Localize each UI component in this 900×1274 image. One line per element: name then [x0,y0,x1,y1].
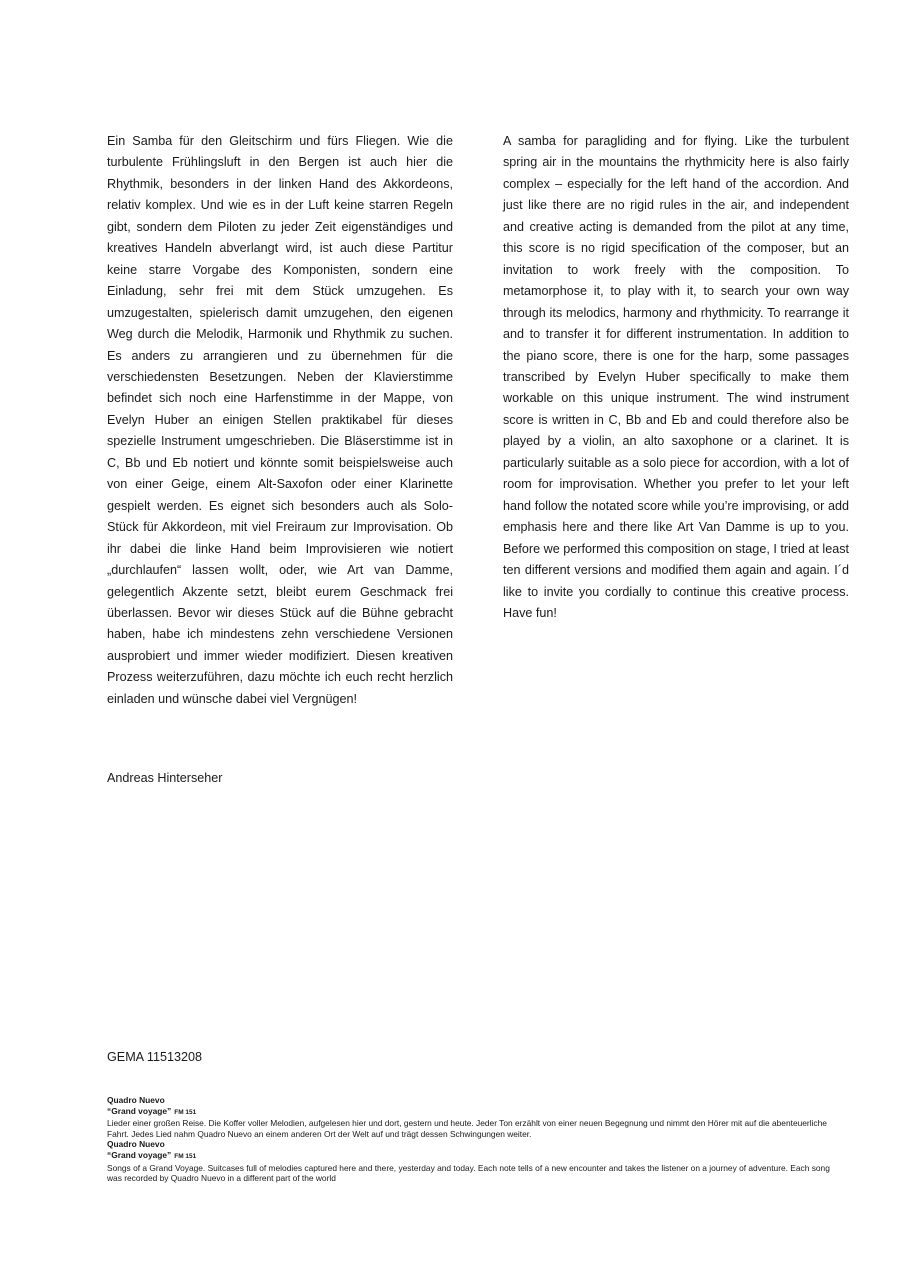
footer-german-block [107,1095,847,1139]
footer-english-block [107,1139,847,1183]
english-column [503,131,849,624]
footer-description: Lieder einer großen Reise. Die Koffer voller Melodien, aufgelesen hier und dort, gestern und heute. Jeder Ton erzählt von einer neuen Begegnung und nimmt den Hörer mit auf die abenteuerliche Fahrt. Jedes Lied nahm Quadro Nuevo an einem anderen Ort der Welt auf und trägt dessen Schwingungen weiter. [107,1118,827,1139]
footer-catalog-number: FM 151 [174,1108,197,1116]
footer-album-title: “Grand voyage” [107,1149,172,1160]
german-paragraph: Ein Samba für den Gleitschirm und fürs Fliegen. Wie die turbulente Frühlingsluft in den Bergen ist auch hier die Rhythmik, besonders in der linken Hand des Akkordeons, relativ komplex. Und wie es in der Luft keine starren Regeln gibt, sondern dem Piloten zu jeder Zeit eigenständiges und kreatives Handeln abverlangt wird, ist auch diese Partitur keine starre Vorgabe des Komponisten, sondern eine Einladung, sehr frei mit dem Stück umzugehen. Es umzugestalten, spielerisch damit umzugehen, den eigenen Weg durch die Melodik, Harmonik und Rhythmik zu suchen. Es anders zu arrangieren und zu übernehmen für die verschiedensten Besetzungen. Neben der Klavierstimme befindet sich noch eine Harfenstimme in der Mappe, von Evelyn Huber an einigen Stellen praktikabel für dieses spezielle Instrument umgeschrieben. Die Bläserstimme ist in C, Bb und Eb notiert und könnte somit beispielsweise auch von einer Geige, einem Alt-Saxofon oder einer Klarinette gespielt werden. Es eignet sich besonders auch als Solo-Stück für Akkordeon, mit viel Freiraum zur Improvisation. Ob ihr dabei die linke Hand beim Improvisieren wie notiert „durchlaufen“ lassen wollt, oder, wie Art van Damme, gelegentlich Akzente setzt, bleibt eurem Geschmack frei überlassen. Bevor wir dieses Stück auf die Bühne gebracht haben, habe ich mindestens zehn verschiedene Versionen ausprobiert und immer wieder modifiziert. Diesen kreativen Prozess weiterzuführen, dazu möchte ich euch recht herzlich einladen und wünsche dabei viel Vergnügen! [107,134,453,706]
footer-artist: Quadro Nuevo [107,1095,165,1105]
author-signature: Andreas Hinterseher [107,771,223,785]
footer-album-title: “Grand voyage” [107,1105,172,1116]
footer-catalog-number: FM 151 [174,1152,197,1160]
footer-description: Songs of a Grand Voyage. Suitcases full of melodies captured here and there, yesterday and today. Each note tells of a new encounter and takes the listener on a journey of adventure. Each song was recorded by Quadro Nuevo in a different part of the world [107,1162,830,1184]
footer-album-line [107,1150,847,1163]
english-paragraph: A samba for paragliding and for flying. Like the turbulent spring air in the mountains the rhythmicity here is also fairly complex – especially for the left hand of the accordion. And just like there are no rigid rules in the air, and independent and creative acting is demanded from the pilot at any time, this score is no rigid specification of the composer, but an invitation to work freely with the composition. To metamorphose it, to play with it, to search your own way through its melodics, harmony and rhythmicity. To rearrange it and to transfer it for different instrumentation. In addition to the piano score, there is one for the harp, some passages transcribed by Evelyn Huber specifically to make them workable on this unique instrument. The wind instrument score is written in C, Bb and Eb and could therefore also be played by a violin, an alto saxophone or a clarinet. It is particularly suitable as a solo piece for accordion, with a lot of room for improvisation. Whether you prefer to let your left hand follow the notated score while you’re improvising, or add emphasis here and there like Art Van Damme is up to you. Before we performed this composition on stage, I tried at least ten different versions and modified them again and again. I´d like to invite you cordially to continue this creative process. Have fun! [503,134,849,620]
footer-album-line [107,1106,847,1119]
gema-number: GEMA 11513208 [107,1050,202,1064]
footer-artist: Quadro Nuevo [107,1139,165,1150]
album-footer [107,1095,847,1184]
german-column [107,131,453,710]
